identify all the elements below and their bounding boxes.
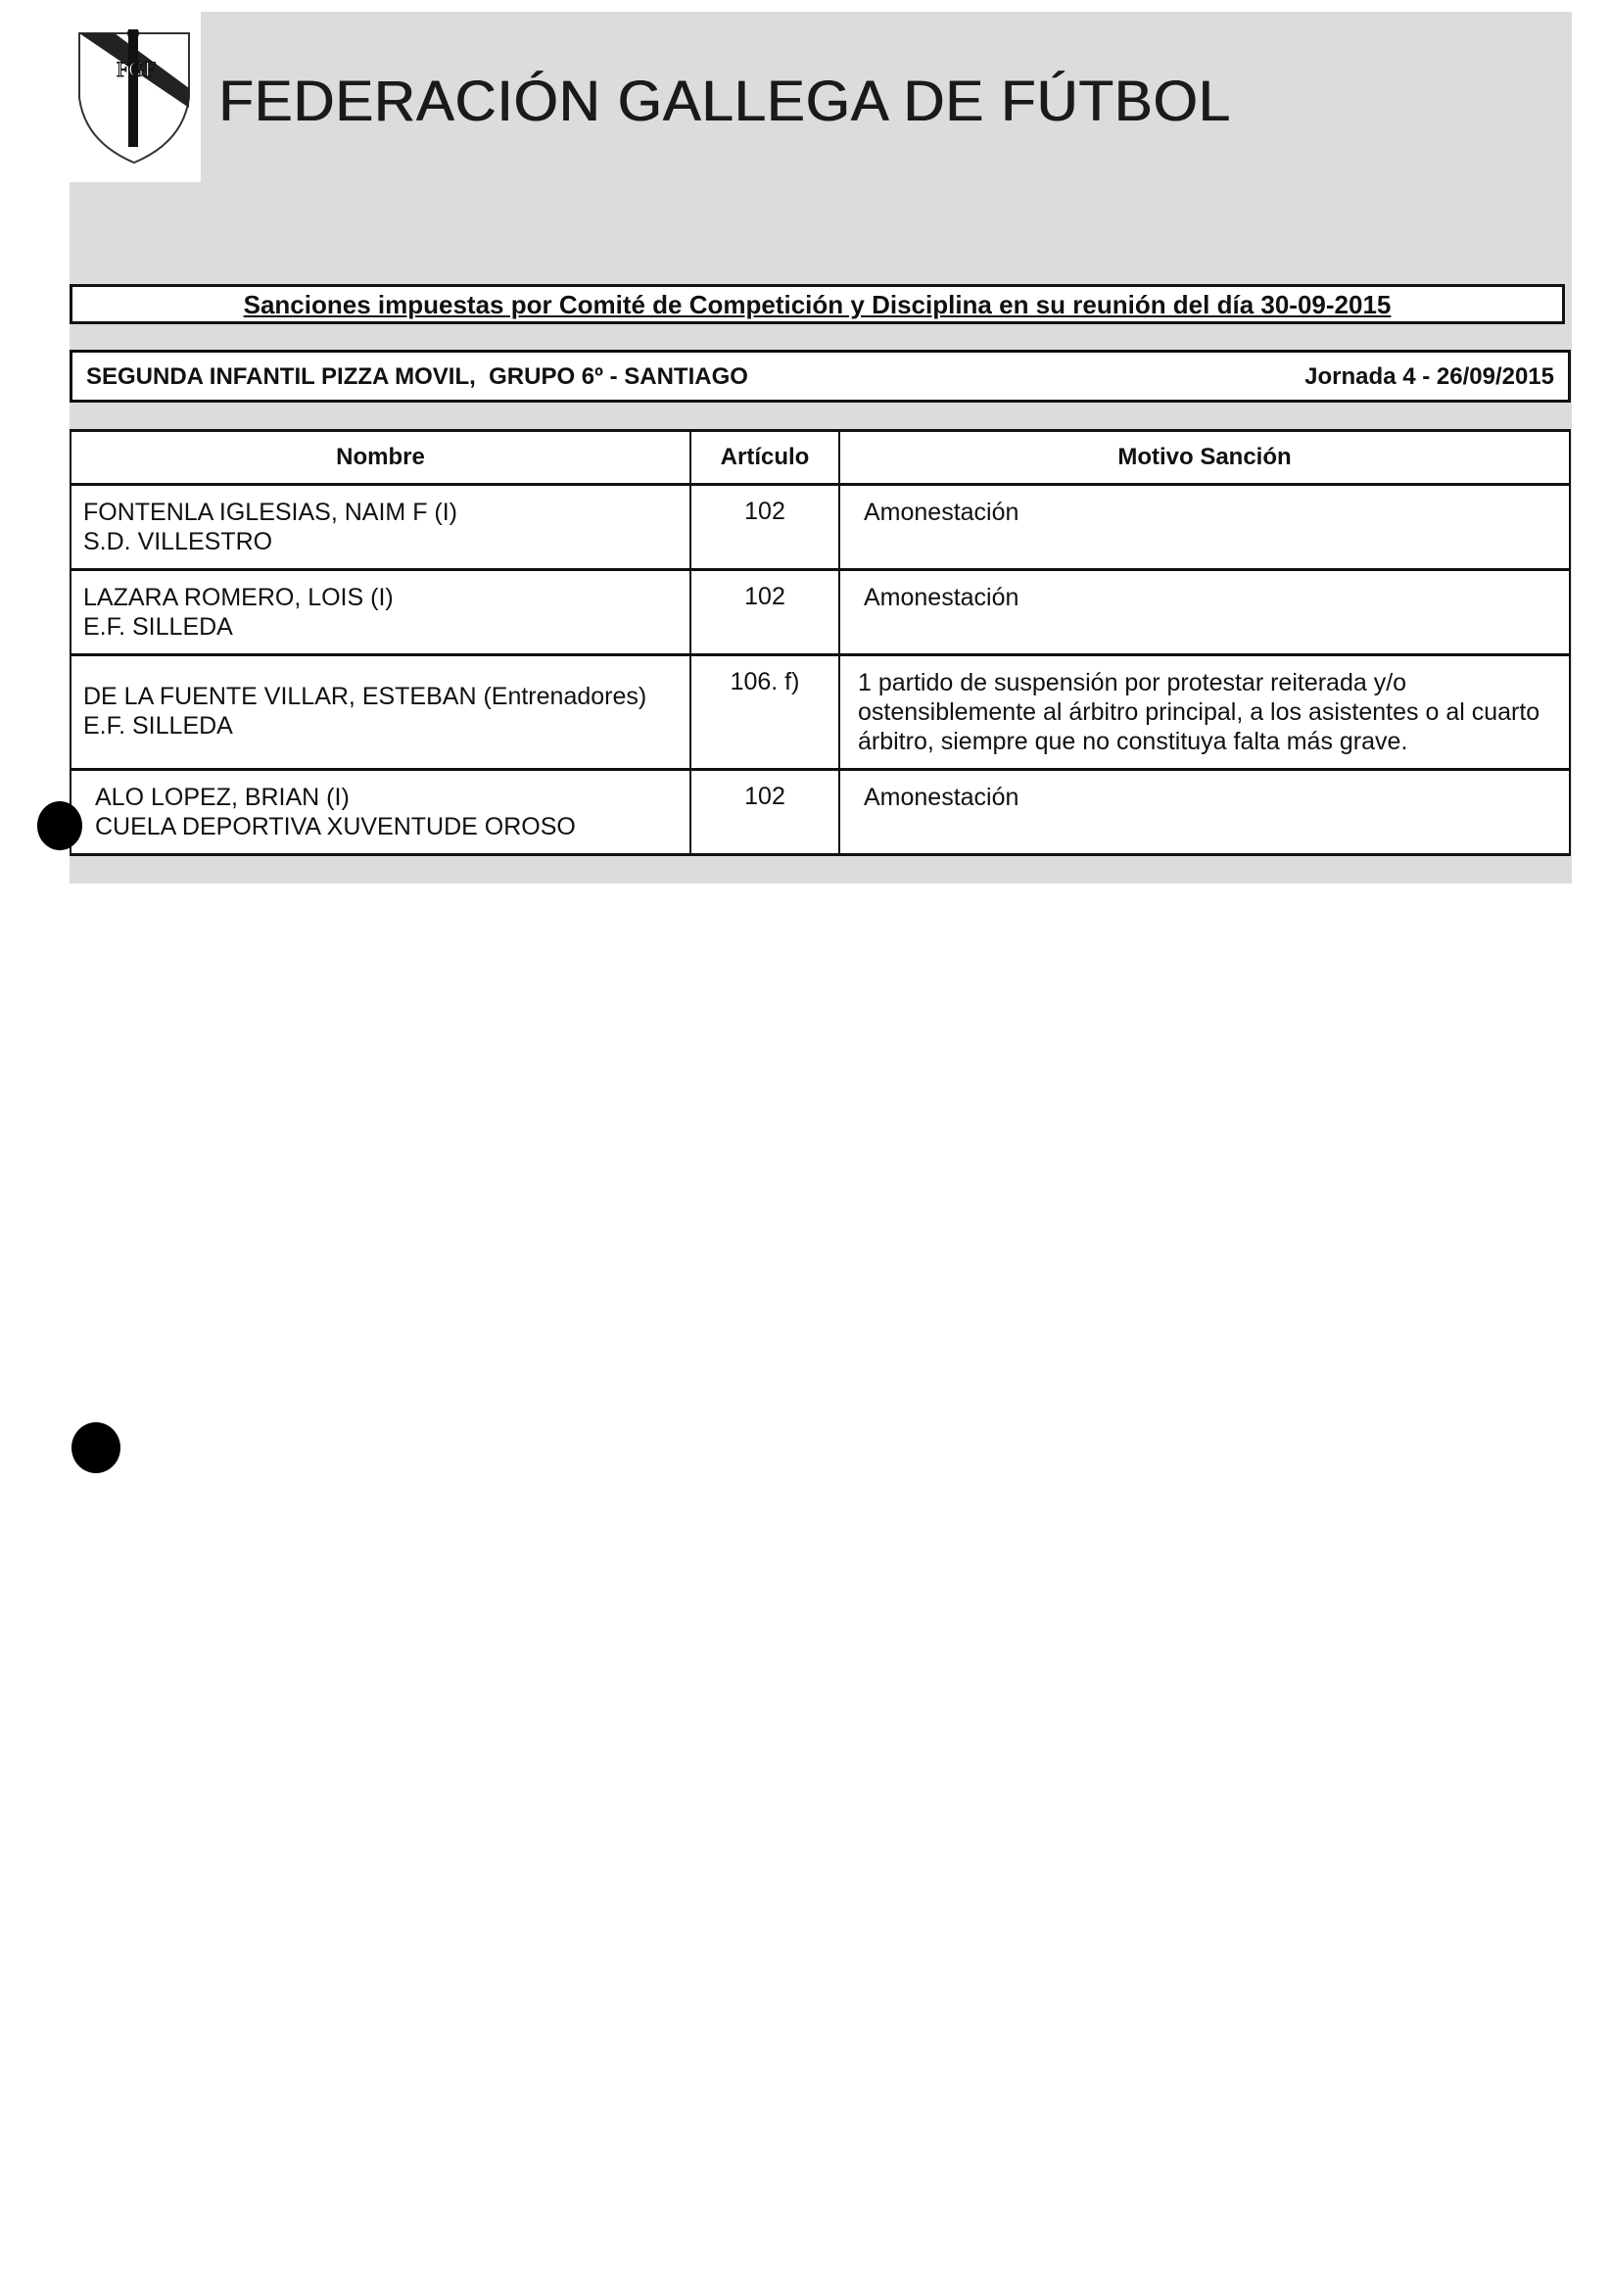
table-row [71, 570, 1570, 655]
shield-icon [75, 29, 193, 167]
table-header [71, 431, 1570, 485]
article: 102 [690, 570, 839, 655]
reason: 1 partido de suspensión por protestar reiterada y/o ostensiblemente al árbitro principal, a los asistentes o al cuarto árbitro, siempre que no constituya falta más grave. [839, 655, 1570, 770]
round-date: Jornada 4 - 26/09/2015 [1304, 363, 1554, 390]
federation-logo [70, 12, 201, 182]
club-name: E.F. SILLEDA [83, 712, 233, 740]
sanctions-table [70, 429, 1571, 856]
club-name: CUELA DEPORTIVA XUVENTUDE OROSO [95, 813, 576, 840]
table-row [71, 485, 1570, 570]
player-name: LAZARA ROMERO, LOIS (I) [83, 584, 394, 611]
competition-name: SEGUNDA INFANTIL PIZZA MOVIL, GRUPO 6º - SANTIAGO [86, 363, 748, 390]
table-row [71, 770, 1570, 855]
club-name: S.D. VILLESTRO [83, 528, 273, 555]
player-name: ALO LOPEZ, BRIAN (I) [95, 784, 350, 811]
svg-text:FGF: FGF [117, 57, 157, 81]
article: 102 [690, 485, 839, 570]
col-nombre: Nombre [71, 431, 690, 485]
player-name: DE LA FUENTE VILLAR, ESTEBAN (Entrenadores) [83, 683, 647, 710]
reason: Amonestación [839, 485, 1570, 570]
competition-bar [70, 350, 1571, 403]
punch-hole-mark [71, 1422, 120, 1473]
player-name: FONTENLA IGLESIAS, NAIM F (I) [83, 499, 458, 526]
col-articulo: Artículo [690, 431, 839, 485]
punch-hole-mark [37, 801, 82, 850]
table-row [71, 655, 1570, 770]
article: 102 [690, 770, 839, 855]
page-title: FEDERACIÓN GALLEGA DE FÚTBOL [218, 70, 1231, 133]
col-motivo: Motivo Sanción [839, 431, 1570, 485]
reason: Amonestación [839, 770, 1570, 855]
sanctions-heading: Sanciones impuestas por Comité de Competición y Disciplina en su reunión del día 30-09-2015 [70, 284, 1565, 324]
reason: Amonestación [839, 570, 1570, 655]
club-name: E.F. SILLEDA [83, 613, 233, 641]
article: 106. f) [690, 655, 839, 770]
